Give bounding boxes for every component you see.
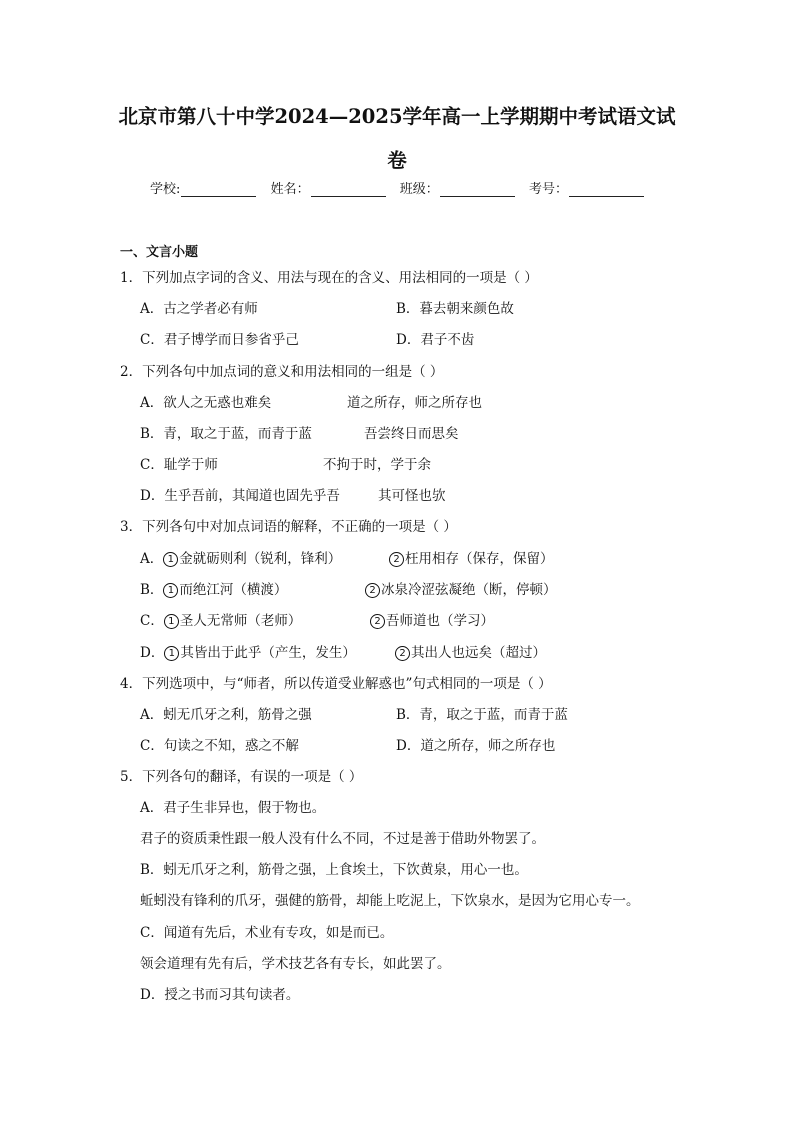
option-b-item-1: 而绝江河（横渡） — [179, 582, 288, 598]
question-4-stem: 4．下列选项中，与“师者，所以传道受业解惑也”句式相同的一项是（ ） — [120, 676, 552, 692]
question-5-stem: 5．下列各句的翻译，有误的一项是（ ） — [120, 769, 363, 785]
circled-number-one: 1 — [164, 614, 179, 629]
school-field — [150, 178, 256, 197]
question-4-option-b: B．青，取之于蓝，而青于蓝 — [396, 707, 568, 723]
option-c-item-2: 吾师道也（学习） — [386, 613, 494, 629]
option-c-label: C． — [140, 613, 164, 629]
circled-number-one: 1 — [163, 552, 178, 567]
exam-number-blank[interactable] — [569, 183, 644, 197]
option-a-item-1: 金就砺则利（锐利，锋利） — [179, 551, 342, 567]
name-blank[interactable] — [311, 183, 386, 197]
question-5-option-d: D．授之书而习其句读者。 — [140, 987, 300, 1003]
class-field — [400, 178, 515, 197]
option-d-label: D． — [140, 645, 165, 661]
question-3-option-d-item-2 — [395, 643, 546, 663]
question-2-stem: 2．下列各句中加点词的意义和用法相同的一组是（ ） — [120, 364, 444, 380]
question-2-option-d: D．生乎吾前，其闻道也固先乎吾 — [140, 488, 340, 504]
question-1-stem: 1．下列加点字词的含义、用法与现在的含义、用法相同的一项是（ ） — [120, 270, 538, 286]
exam-number-field — [529, 178, 644, 197]
option-d-item-2: 其出人也远矣（超过） — [411, 645, 546, 661]
circled-number-two: 2 — [389, 552, 404, 567]
question-1-option-d: D．君子不齿 — [396, 332, 475, 348]
question-4-option-c: C．句读之不知，惑之不解 — [140, 738, 299, 754]
question-5-option-a: A．君子生非异也，假于物也。 — [140, 800, 326, 816]
question-3-option-c-item-2 — [370, 611, 494, 631]
question-1-option-a: A．古之学者必有师 — [140, 301, 258, 317]
name-label: 姓名： — [270, 182, 310, 197]
question-3-option-a — [140, 549, 341, 569]
question-3-option-b-item-2 — [365, 580, 557, 600]
school-blank[interactable] — [181, 183, 256, 197]
question-5-option-c: C．闻道有先后，术业有专攻，如是而已。 — [140, 925, 394, 941]
option-c-item-1: 圣人无常师（老师） — [179, 613, 302, 629]
question-1-option-c: C．君子博学而日参省乎己 — [140, 332, 299, 348]
option-a-label: A． — [140, 551, 164, 567]
question-3-option-b — [140, 580, 287, 600]
question-2-option-d-pair: 其可怪也欤 — [378, 488, 446, 504]
circled-number-two: 2 — [370, 614, 385, 629]
question-3-option-a-item-2 — [389, 549, 554, 569]
question-5-option-a-translation: 君子的资质秉性跟一般人没有什么不同，不过是善于借助外物罢了。 — [140, 831, 545, 847]
question-5-option-b-translation: 蚯蚓没有锋利的爪牙，强健的筋骨，却能上吃泥上，下饮泉水，是因为它用心专一。 — [140, 893, 640, 909]
question-2-option-a: A．欲人之无惑也难矣 — [140, 395, 272, 411]
option-a-item-2: 枉用相存（保存，保留） — [405, 551, 554, 567]
question-2-option-c: C．耻学于师 — [140, 457, 218, 473]
section-heading: 一、文言小题 — [120, 245, 199, 260]
option-b-label: B． — [140, 582, 164, 598]
question-4-option-a: A．蚓无爪牙之利，筋骨之强 — [140, 707, 312, 723]
name-field — [271, 178, 386, 197]
circled-number-one: 1 — [164, 646, 179, 661]
question-3-option-c — [140, 611, 301, 631]
circled-number-two: 2 — [365, 583, 380, 598]
question-3-option-d — [140, 643, 356, 663]
question-1-option-b: B．暮去朝来颜色故 — [396, 301, 514, 317]
student-info-row — [150, 178, 644, 197]
circled-number-two: 2 — [395, 646, 410, 661]
question-4-option-d: D．道之所存，师之所存也 — [396, 738, 556, 754]
question-5-option-c-translation: 领会道理有先有后，学术技艺各有专长，如此罢了。 — [140, 956, 451, 972]
class-label: 班级： — [399, 182, 439, 197]
question-2-option-a-pair: 道之所存，师之所存也 — [347, 395, 482, 411]
question-5-option-b: B．蚓无爪牙之利，筋骨之强，上食埃土，下饮黄泉，用心一也。 — [140, 862, 528, 878]
option-d-item-1: 其皆出于此乎（产生，发生） — [180, 645, 356, 661]
question-2-option-b-pair: 吾尝终日而思矣 — [364, 426, 459, 442]
question-2-option-b: B．青，取之于蓝，而青于蓝 — [140, 426, 312, 442]
exam-title: 北京市第八十中学2024—2025学年高一上学期期中考试语文试 — [118, 105, 676, 128]
exam-title-continued: 卷 — [387, 149, 407, 172]
question-2-option-c-pair: 不拘于时，学于余 — [323, 457, 431, 473]
question-3-stem: 3．下列各句中对加点词语的解释，不正确的一项是（ ） — [120, 519, 457, 535]
circled-number-one: 1 — [163, 583, 178, 598]
option-b-item-2: 冰泉冷涩弦凝绝（断，停顿） — [381, 582, 557, 598]
exam-number-label: 考号： — [528, 182, 568, 197]
school-label: 学校: — [150, 182, 181, 197]
class-blank[interactable] — [440, 183, 515, 197]
